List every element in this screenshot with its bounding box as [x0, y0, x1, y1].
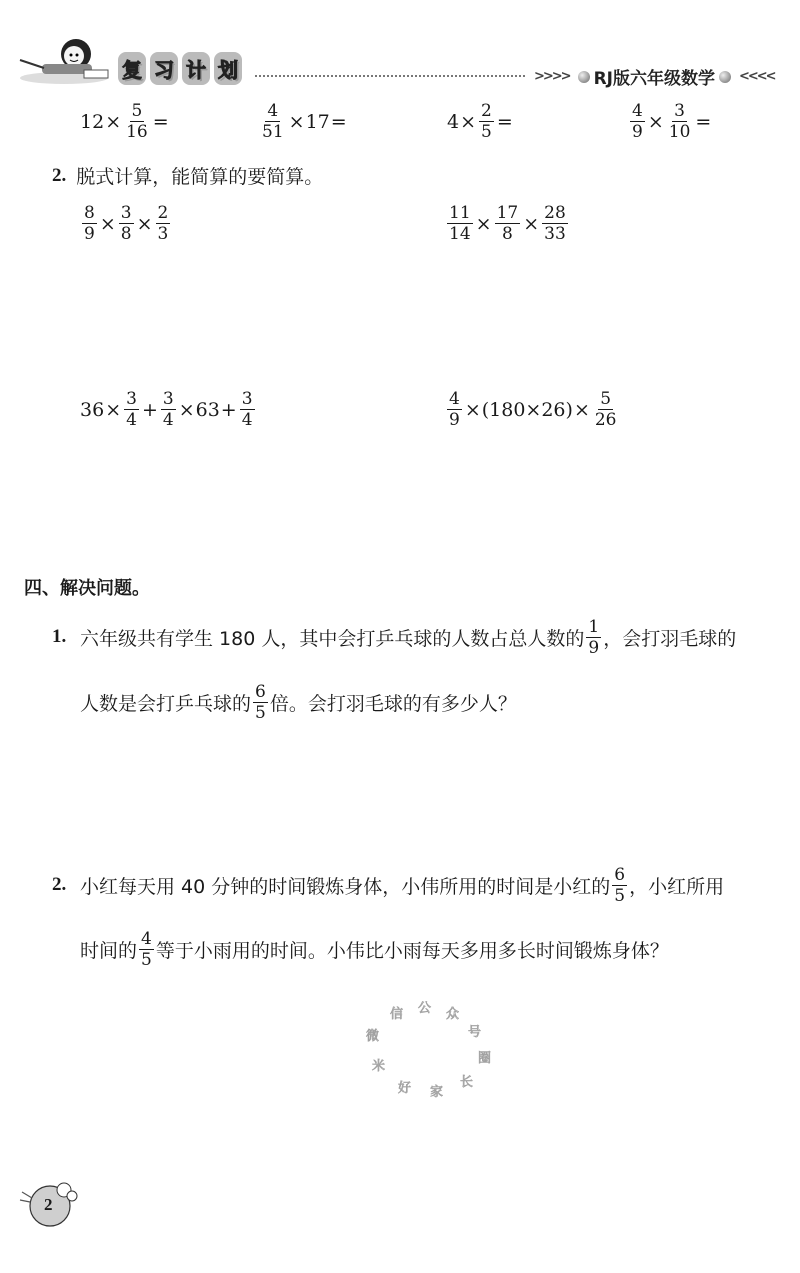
header-title: [118, 52, 242, 85]
problem-2-number: [52, 874, 66, 896]
denominator: 8: [120, 224, 132, 245]
denominator: 5: [614, 886, 626, 907]
operand: 17: [305, 110, 330, 133]
svg-text:信: 信: [390, 1007, 404, 1022]
equals-sign: =: [496, 110, 513, 133]
numerator: 8: [84, 203, 95, 223]
numerator: 17: [496, 203, 519, 223]
operator: ×: [178, 398, 195, 421]
fraction: [161, 390, 176, 430]
operator: ×: [464, 398, 481, 421]
numerator: 6: [255, 682, 266, 702]
expression-2: [258, 102, 348, 142]
svg-text:家: 家: [430, 1085, 444, 1100]
parenthesized-term: (180×26): [481, 398, 573, 421]
numerator: 3: [241, 389, 253, 409]
denominator: 14: [449, 224, 471, 245]
svg-text:众: 众: [446, 1007, 460, 1022]
denominator: 9: [84, 224, 95, 245]
header-mascot-icon: [14, 34, 114, 86]
problem-2-line-2: [80, 930, 669, 970]
calc-expression-3: [80, 390, 257, 430]
denominator: 4: [126, 410, 137, 431]
problem-text: ，小红所用: [629, 876, 725, 899]
numerator: 4: [267, 101, 279, 121]
problem-text: 等于小雨用的时间。小伟比小雨每天多用多长时间锻炼身体？: [155, 940, 669, 963]
numerator: 3: [674, 101, 685, 121]
problem-text: 小红每天用 40 分钟的时间锻炼身体，小伟所用的时间是小红的: [80, 876, 611, 899]
problem-text: 六年级共有学生 180 人，其中会打乒乓球的人数占总人数的: [80, 628, 585, 651]
denominator: 8: [501, 224, 513, 245]
fraction: [253, 683, 268, 723]
denominator: 16: [126, 122, 148, 143]
calc-expression-2: [445, 204, 570, 244]
denominator: 9: [449, 410, 460, 431]
denominator: 9: [588, 638, 600, 659]
operator: ×: [105, 110, 122, 133]
page-number: 2: [44, 1195, 53, 1214]
equals-sign: =: [695, 110, 712, 133]
header-title-char: 划: [214, 52, 242, 85]
problem-1-number: [52, 626, 66, 648]
operator: ×: [99, 212, 116, 235]
page-number-badge: [18, 1178, 80, 1234]
header-title-char: 计: [182, 52, 210, 85]
operator: +: [141, 398, 158, 421]
numerator: 11: [449, 203, 471, 223]
numerator: 2: [157, 203, 169, 223]
section-4-title: 四、解决问题。: [24, 578, 150, 599]
svg-text:米: 米: [372, 1059, 386, 1074]
numerator: 6: [614, 865, 626, 885]
denominator: 4: [241, 410, 253, 431]
fraction: [479, 102, 494, 142]
problem-number: 2.: [52, 874, 67, 895]
fraction: [124, 102, 150, 142]
ball-icon: [578, 71, 590, 83]
numerator: 3: [162, 389, 174, 409]
numerator: 4: [632, 101, 643, 121]
equals-sign: =: [152, 110, 169, 133]
calc-expression-4: [445, 390, 621, 430]
question-text: 脱式计算，能简算的要简算。: [76, 166, 324, 188]
fraction: [156, 204, 171, 244]
svg-text:长: 长: [460, 1075, 474, 1090]
fraction: [593, 390, 619, 430]
operator: ×: [136, 212, 153, 235]
problem-2-line-1: [80, 866, 724, 906]
expression-3: [447, 102, 514, 142]
operand: 12: [80, 110, 105, 133]
calc-expression-1: [80, 204, 172, 244]
numerator: 2: [481, 101, 492, 121]
operator: ×: [523, 212, 540, 235]
equals-sign: =: [330, 110, 347, 133]
svg-text:好: 好: [398, 1081, 412, 1096]
problem-1-line-2: [80, 683, 517, 723]
numerator: 28: [544, 203, 566, 223]
operator: +: [220, 398, 237, 421]
fraction: [260, 102, 286, 142]
denominator: 5: [141, 950, 152, 971]
operand: 63: [195, 398, 220, 421]
numerator: 4: [449, 389, 460, 409]
fraction: [119, 204, 134, 244]
operator: ×: [460, 110, 477, 133]
expression-1: [80, 102, 170, 142]
expression-4: [628, 102, 712, 142]
numerator: 5: [131, 101, 143, 121]
series-label-text: RJ版六年级数学: [593, 69, 715, 89]
operator: ×: [573, 398, 590, 421]
numerator: 5: [600, 389, 612, 409]
numerator: 4: [141, 929, 152, 949]
question-2-heading: [52, 162, 323, 189]
arrows-left-icon: >>>>: [534, 69, 570, 84]
denominator: 10: [668, 122, 691, 143]
arrows-right-icon: <<<<: [739, 69, 775, 84]
header-title-char: 复: [118, 52, 146, 85]
problem-text: 倍。会打羽毛球的有多少人？: [269, 693, 517, 716]
header-divider: [255, 75, 525, 77]
svg-text:微: 微: [366, 1029, 380, 1044]
operator: ×: [647, 110, 664, 133]
denominator: 26: [594, 410, 617, 431]
svg-text:圈: 圈: [478, 1051, 492, 1066]
denominator: 5: [481, 122, 492, 143]
problem-text: 时间的: [80, 940, 138, 963]
fraction: [542, 204, 568, 244]
svg-text:号: 号: [468, 1025, 482, 1040]
problem-1-line-1: [80, 618, 736, 658]
numerator: 1: [588, 617, 600, 637]
denominator: 3: [157, 224, 169, 245]
operator: ×: [288, 110, 305, 133]
fraction: [586, 618, 601, 658]
fraction: [240, 390, 255, 430]
numerator: 3: [126, 389, 137, 409]
series-label: [530, 64, 779, 89]
fraction: [447, 204, 473, 244]
denominator: 9: [632, 122, 643, 143]
operand: 4: [447, 110, 460, 133]
denominator: 5: [255, 703, 266, 724]
denominator: 51: [262, 122, 284, 143]
fraction: [447, 390, 462, 430]
fraction: [667, 102, 693, 142]
fraction: [612, 866, 627, 906]
denominator: 33: [544, 224, 566, 245]
operator: ×: [105, 398, 122, 421]
ball-icon: [719, 71, 731, 83]
svg-text:公: 公: [418, 1001, 432, 1016]
operand: 36: [80, 398, 105, 421]
denominator: 4: [162, 410, 174, 431]
watermark-stamp: [360, 1000, 500, 1100]
fraction: [139, 930, 154, 970]
fraction: [630, 102, 645, 142]
problem-text: ，会打羽毛球的: [603, 628, 737, 651]
fraction: [495, 204, 521, 244]
header-title-char: 习: [150, 52, 178, 85]
question-number: 2.: [52, 164, 67, 186]
problem-text: 人数是会打乒乓球的: [80, 693, 252, 716]
fraction: [82, 204, 97, 244]
numerator: 3: [120, 203, 132, 223]
operator: ×: [475, 212, 492, 235]
problem-number: 1.: [52, 626, 67, 647]
fraction: [124, 390, 139, 430]
